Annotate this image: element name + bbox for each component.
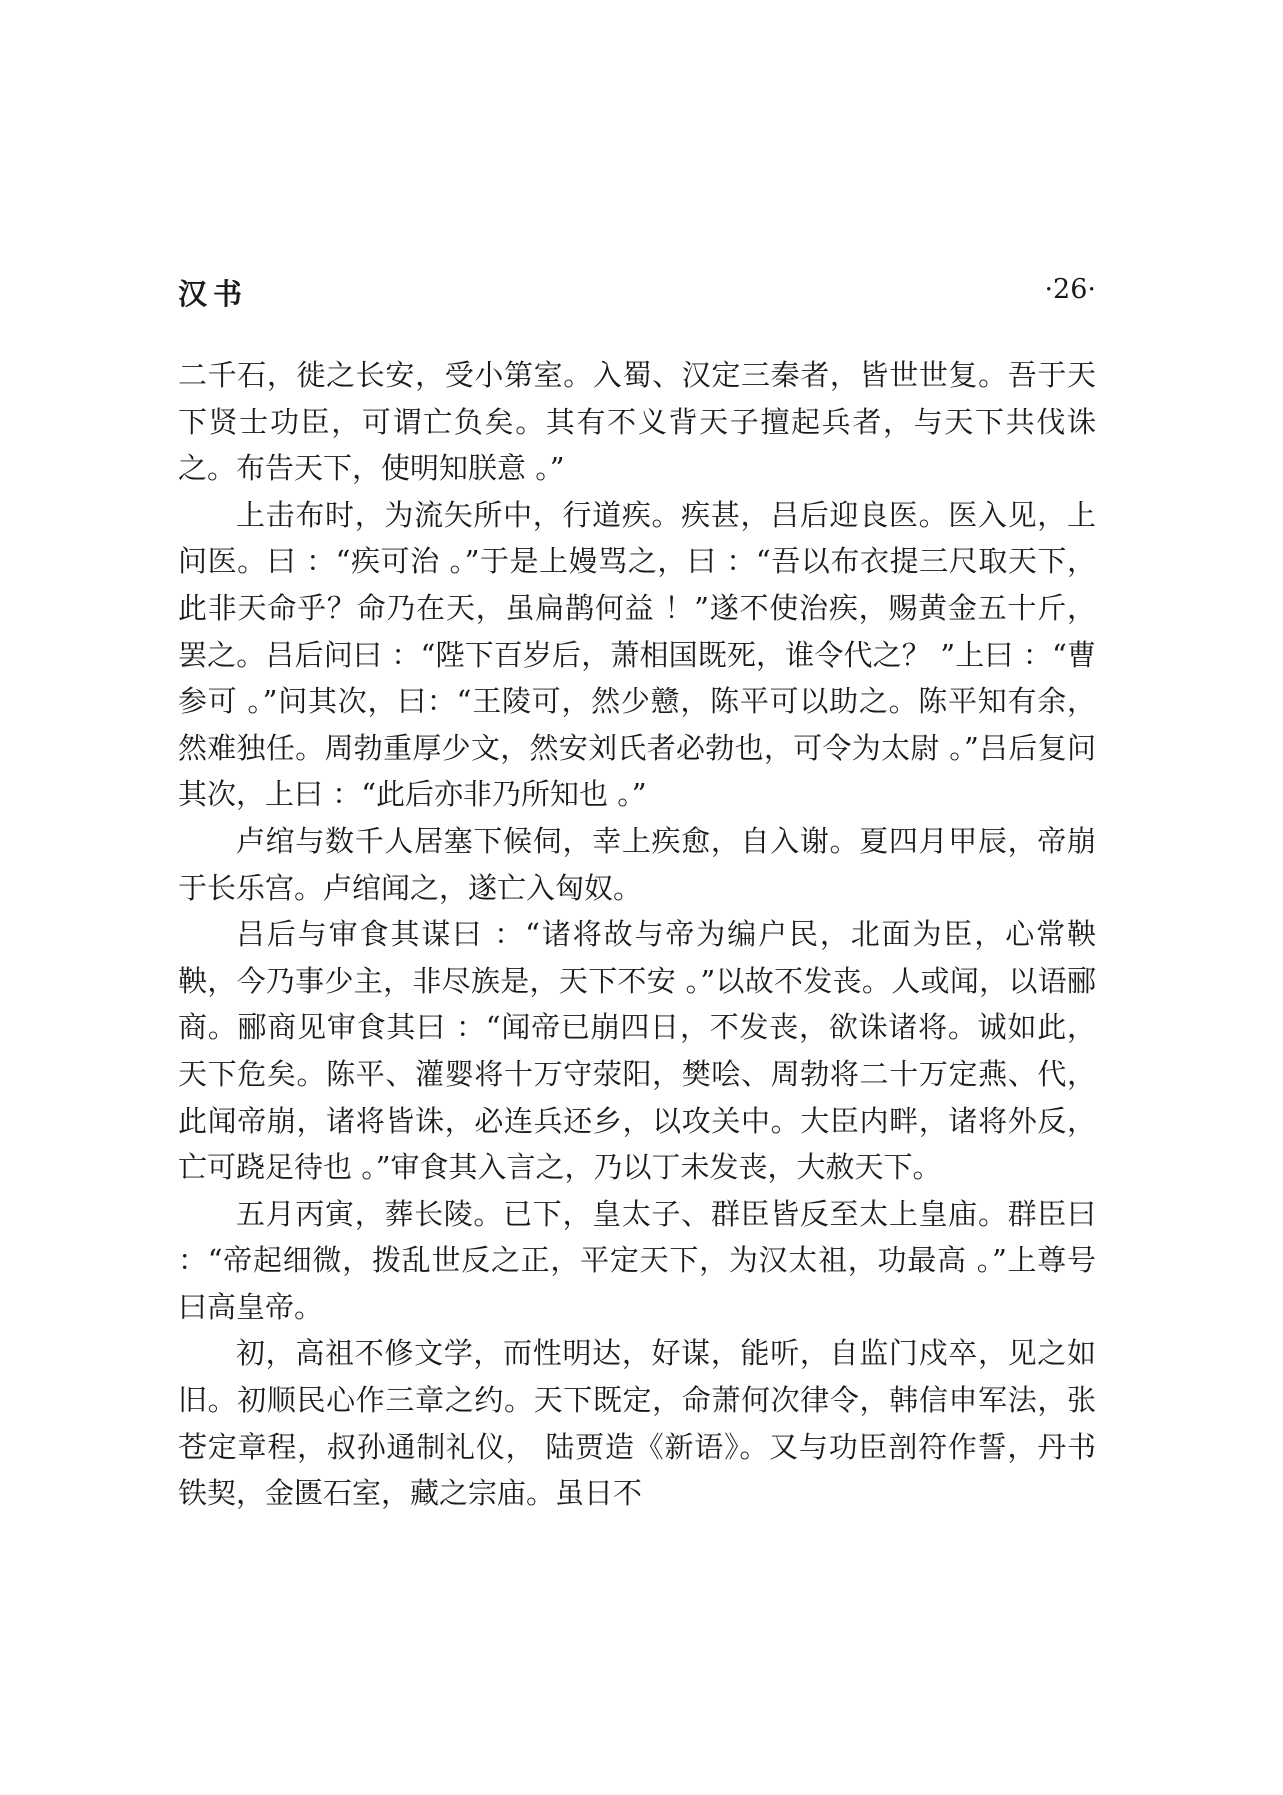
paragraph: 五月丙寅，葬长陵。已下，皇太子、群臣皆反至太上皇庙。群臣曰 ：“帝起细微，拨乱世反之正，平定天下，为汉太祖，功最高 。”上尊号曰高皇帝。: [178, 1196, 1096, 1324]
paragraph: 初，高祖不修文学，而性明达，好谋，能听，自监门戍卒，见之如旧。初顺民心作三章之约。天下既定，命萧何次律令，韩信申军法，张苍定章程，叔孙通制礼仪， 陆贾造《新语》。又与功臣剖符作誓，丹书铁契，金匮石室，藏之宗庙。虽日不: [178, 1336, 1096, 1511]
book-title: 汉书: [178, 277, 249, 311]
paragraph: 上击布时，为流矢所中，行道疾。疾甚，吕后迎良医。医入见，上问医。曰 ：“疾可治 。”于是上嫚骂之，曰 ：“吾以布衣提三尺取天下，此非天命乎？命乃在天，虽扁鹊何益 ！”遂不使治疾，赐黄金五十斤，罢之。吕后问曰 ：“陛下百岁后，萧相国既死，谁令代之？ ”上曰 ：“曹参可 。”问其次，曰：“王陵可，然少戆，陈平可以助之。陈平知有余，然难独任。周勃重厚少文，然安刘氏者必勃也，可令为太尉 。”吕后复问其次，上曰 ：“此后亦非乃所知也 。”: [178, 497, 1096, 812]
paragraph: 卢绾与数千人居塞下候伺，幸上疾愈，自入谢。夏四月甲辰，帝崩于长乐宫。卢绾闻之，遂亡入匈奴。: [178, 823, 1096, 905]
running-head: [178, 272, 1096, 312]
body-text: [178, 352, 1096, 1517]
paragraph: 二千石，徙之长安，受小第室。入蜀、汉定三秦者，皆世世复。吾于天下贤士功臣，可谓亡负矣。其有不义背天子擅起兵者，与天下共伐诛之。布告天下，使明知朕意 。”: [178, 358, 1096, 486]
page-number: ·26·: [1044, 274, 1096, 305]
paragraph: 吕后与审食其谋曰 ：“诸将故与帝为编户民，北面为臣，心常鞅鞅，今乃事少主，非尽族是，天下不安 。”以故不发丧。人或闻，以语郦商。郦商见审食其曰 ：“闻帝已崩四日，不发丧，欲诛诸将。诚如此，天下危矣。陈平、灌婴将十万守荥阳，樊哙、周勃将二十万定燕、代，此闻帝崩，诸将皆诛，必连兵还乡，以攻关中。大臣内畔，诸将外反，亡可跷足待也 。”审食其入言之，乃以丁未发丧，大赦天下。: [178, 917, 1096, 1185]
